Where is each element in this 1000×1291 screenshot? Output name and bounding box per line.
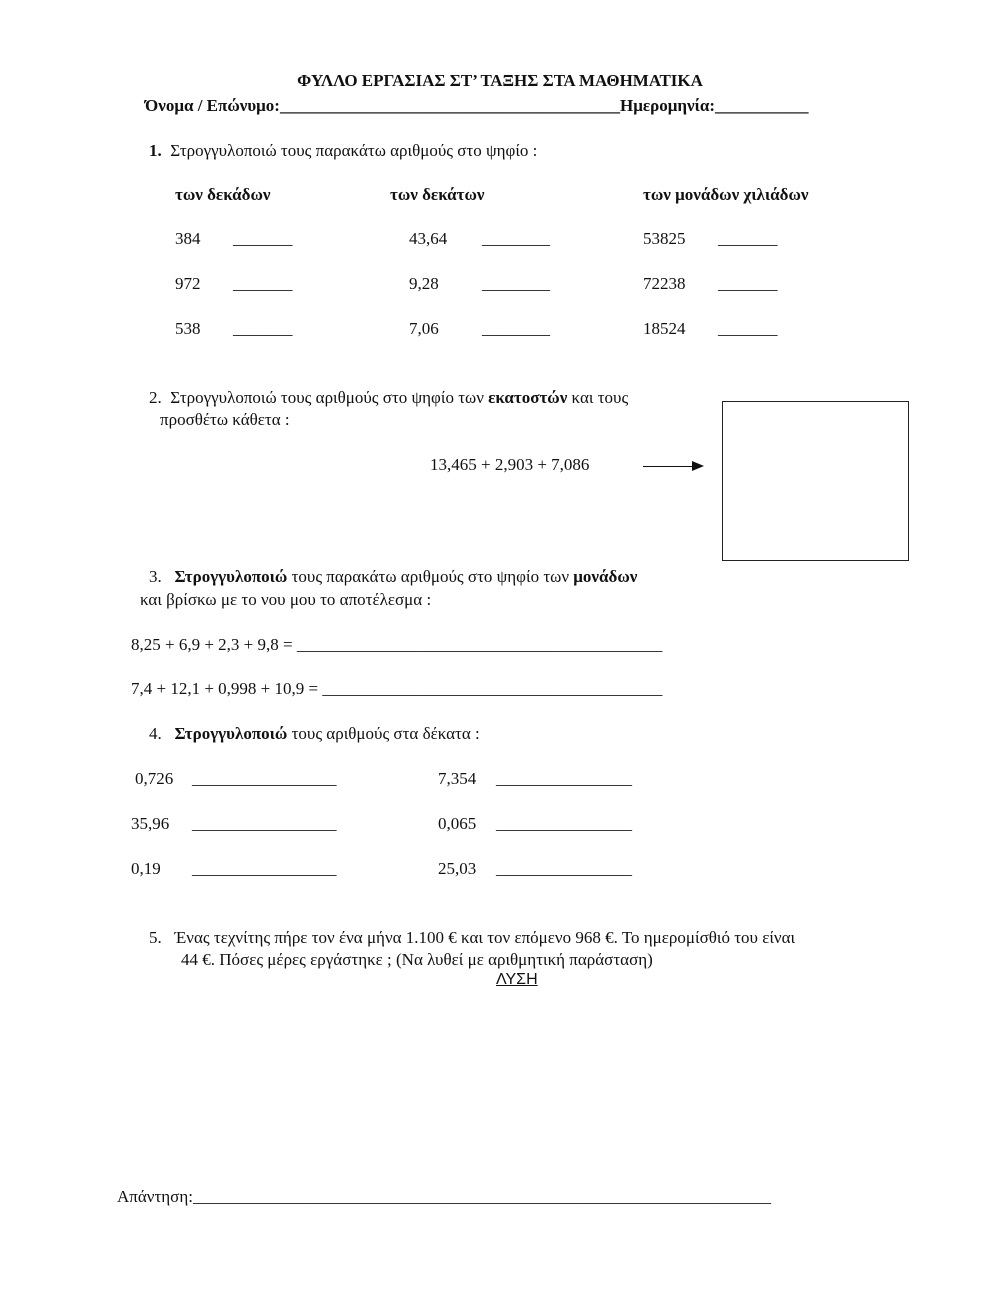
arrow-right-icon xyxy=(692,461,704,471)
q4-left-answer[interactable]: _________________ xyxy=(192,859,337,878)
q1-col3-value: 18524 xyxy=(643,319,686,338)
q1-col1-answer[interactable]: _______ xyxy=(233,274,293,293)
q3-answer-1[interactable]: ___________________________________________ xyxy=(296,635,663,654)
q1-col2-value: 43,64 xyxy=(409,229,448,248)
q1-col1-value: 972 xyxy=(175,274,201,293)
q2-text-a: Στρογγυλοποιώ τους αριθμούς στο ψηφίο των xyxy=(170,388,489,407)
q2-text-b: και τους xyxy=(567,388,629,407)
q4-right-answer[interactable]: ________________ xyxy=(496,769,632,788)
q4-number: 4. xyxy=(149,724,162,743)
q4-right-value: 0,065 xyxy=(438,814,477,833)
q3-expr1-text: 8,25 + 6,9 + 2,3 + 9,8 = xyxy=(131,635,297,654)
q5-line2: 44 €. Πόσες μέρες εργάστηκε ; (Να λυθεί με αριθμητική παράσταση) xyxy=(181,950,653,969)
q2-arrow-line xyxy=(643,466,693,467)
q4-left-value: 0,19 xyxy=(131,859,161,878)
q1-col2-header: των δεκάτων xyxy=(390,185,485,204)
q1-col2-value: 7,06 xyxy=(409,319,439,338)
q1-col2-answer[interactable]: ________ xyxy=(482,274,550,293)
name-date-line xyxy=(145,97,809,114)
name-field[interactable]: ________________________________________ xyxy=(279,96,620,115)
q4-right-value: 25,03 xyxy=(438,859,477,878)
q1-col1-answer[interactable]: _______ xyxy=(233,229,293,248)
q4-prompt xyxy=(149,725,480,742)
q3-number: 3. xyxy=(149,567,162,586)
answer-field[interactable]: ____________________________________________________________________ xyxy=(192,1187,771,1206)
worksheet-title: ΦΥΛΛΟ ΕΡΓΑΣΙΑΣ ΣΤ’ ΤΑΞΗΣ ΣΤΑ ΜΑΘΗΜΑΤΙΚΑ xyxy=(297,71,703,90)
q1-col3-answer[interactable]: _______ xyxy=(718,229,778,248)
q2-answer-box[interactable] xyxy=(722,401,909,561)
q5-number: 5. xyxy=(149,928,162,947)
q1-col3-answer[interactable]: _______ xyxy=(718,319,778,338)
solution-label: ΛΥΣΗ xyxy=(496,971,538,988)
q2-text-bold: εκατοστών xyxy=(488,388,568,407)
q2-number: 2. xyxy=(149,388,162,407)
date-field[interactable]: ___________ xyxy=(715,96,809,115)
q2-expression: 13,465 + 2,903 + 7,086 xyxy=(430,455,590,474)
q1-col3-value: 53825 xyxy=(643,229,686,248)
q2-prompt xyxy=(149,389,628,406)
q3-expression-1 xyxy=(131,636,662,653)
q1-col1-answer[interactable]: _______ xyxy=(233,319,293,338)
q3-prompt xyxy=(149,568,637,585)
q4-text-bold: Στρογγυλοποιώ xyxy=(174,724,288,743)
q1-col3-value: 72238 xyxy=(643,274,686,293)
q3-text-bold1: Στρογγυλοποιώ xyxy=(174,567,288,586)
q5-line1 xyxy=(149,929,795,946)
q1-number: 1. xyxy=(149,141,162,160)
q4-right-answer[interactable]: ________________ xyxy=(496,859,632,878)
q1-col1-value: 384 xyxy=(175,229,201,248)
q1-col3-answer[interactable]: _______ xyxy=(718,274,778,293)
answer-label: Απάντηση: xyxy=(117,1187,193,1206)
q1-col3-header: των μονάδων χιλιάδων xyxy=(643,185,809,204)
date-label: Ημερομηνία: xyxy=(619,96,715,115)
q1-text: Στρογγυλοποιώ τους παρακάτω αριθμούς στο ψηφίο : xyxy=(170,141,538,160)
q4-right-answer[interactable]: ________________ xyxy=(496,814,632,833)
name-label: Όνομα / Επώνυμο: xyxy=(145,96,280,115)
q4-left-answer[interactable]: _________________ xyxy=(192,769,337,788)
q4-left-value: 35,96 xyxy=(131,814,170,833)
q1-col2-answer[interactable]: ________ xyxy=(482,319,550,338)
q1-prompt xyxy=(149,142,537,159)
q3-answer-2[interactable]: ________________________________________ xyxy=(322,679,663,698)
q2-prompt-line2: προσθέτω κάθετα : xyxy=(160,410,290,429)
q1-col2-value: 9,28 xyxy=(409,274,439,293)
q3-prompt-line2: και βρίσκω με το νου μου το αποτέλεσμα : xyxy=(140,590,432,609)
q5-text1: Ένας τεχνίτης πήρε τον ένα μήνα 1.100 € και τον επόμενο 968 €. Το ημερομίσθιό του είναι xyxy=(174,928,796,947)
q4-right-value: 7,354 xyxy=(438,769,477,788)
q1-col1-header: των δεκάδων xyxy=(175,185,271,204)
q3-text1: τους παρακάτω αριθμούς στο ψηφίο των xyxy=(287,567,574,586)
q3-expression-2 xyxy=(131,680,662,697)
q3-expr2-text: 7,4 + 12,1 + 0,998 + 10,9 = xyxy=(131,679,323,698)
answer-line xyxy=(117,1188,771,1205)
q1-col1-value: 538 xyxy=(175,319,201,338)
q4-text: τους αριθμούς στα δέκατα : xyxy=(287,724,480,743)
q4-left-value: 0,726 xyxy=(135,769,174,788)
q4-left-answer[interactable]: _________________ xyxy=(192,814,337,833)
q3-text-bold2: μονάδων xyxy=(573,567,638,586)
q1-col2-answer[interactable]: ________ xyxy=(482,229,550,248)
